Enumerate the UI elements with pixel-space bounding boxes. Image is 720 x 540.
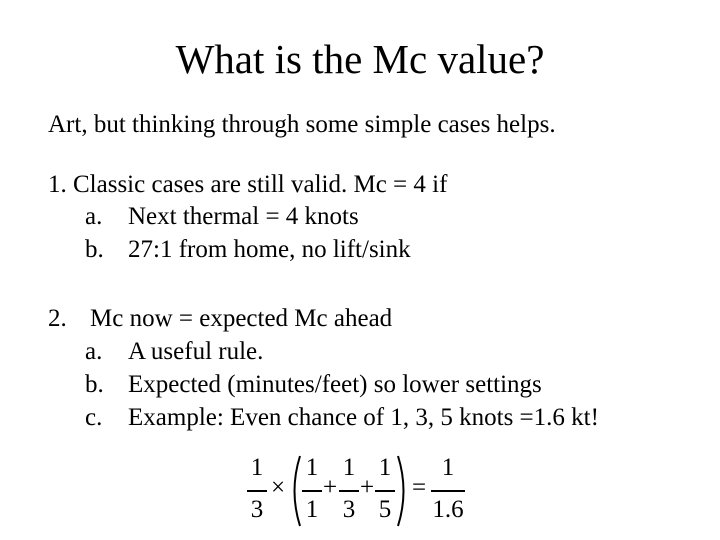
- item-1b-text: 27:1 from home, no lift/sink: [128, 236, 411, 263]
- fraction-bar: [431, 490, 465, 492]
- formula-term-2: [338, 454, 360, 530]
- left-parenthesis: [288, 454, 302, 528]
- item-2-label: 2.: [48, 305, 67, 332]
- item-1a-text: Next thermal = 4 knots: [128, 203, 359, 230]
- formula-result-denominator: 1.6: [432, 496, 464, 523]
- formula-result-fraction: [430, 454, 466, 530]
- fraction-bar: [247, 490, 267, 492]
- item-2a-text: A useful rule.: [128, 338, 264, 365]
- fraction-bar: [375, 490, 395, 492]
- formula: [246, 452, 468, 532]
- formula-lead-denominator: 3: [250, 496, 264, 523]
- item-2-text: Mc now = expected Mc ahead: [90, 305, 393, 332]
- intro-text: Art, but thinking through some simple cases helps.: [48, 111, 556, 138]
- formula-lead-fraction: [246, 454, 268, 530]
- formula-times: ×: [271, 474, 286, 501]
- formula-term-1-denominator: 1: [305, 496, 319, 523]
- formula-equals: =: [412, 474, 427, 501]
- formula-plus-2: +: [360, 474, 375, 501]
- item-1a-label: a.: [85, 203, 103, 230]
- formula-term-1-numerator: 1: [305, 454, 319, 481]
- slide-title: What is the Mc value?: [175, 36, 545, 82]
- item-2b-label: b.: [85, 371, 104, 398]
- formula-term-2-denominator: 3: [342, 496, 356, 523]
- formula-term-3-numerator: 1: [378, 454, 392, 481]
- item-2c-label: c.: [85, 404, 103, 431]
- right-parenthesis: [396, 454, 410, 528]
- formula-term-3-denominator: 5: [378, 496, 392, 523]
- item-2b-text: Expected (minutes/feet) so lower settings: [128, 371, 542, 398]
- item-1-text: 1. Classic cases are still valid. Mc = 4 if: [48, 171, 448, 198]
- formula-term-3: [374, 454, 396, 530]
- formula-result-numerator: 1: [441, 454, 455, 481]
- item-2a-label: a.: [85, 338, 103, 365]
- item-2c-text: Example: Even chance of 1, 3, 5 knots =1.6 kt!: [128, 404, 599, 431]
- formula-term-1: [301, 454, 323, 530]
- formula-term-2-numerator: 1: [342, 454, 356, 481]
- formula-lead-numerator: 1: [250, 454, 264, 481]
- fraction-bar: [302, 490, 322, 492]
- fraction-bar: [339, 490, 359, 492]
- formula-plus-1: +: [323, 474, 338, 501]
- item-1b-label: b.: [85, 236, 104, 263]
